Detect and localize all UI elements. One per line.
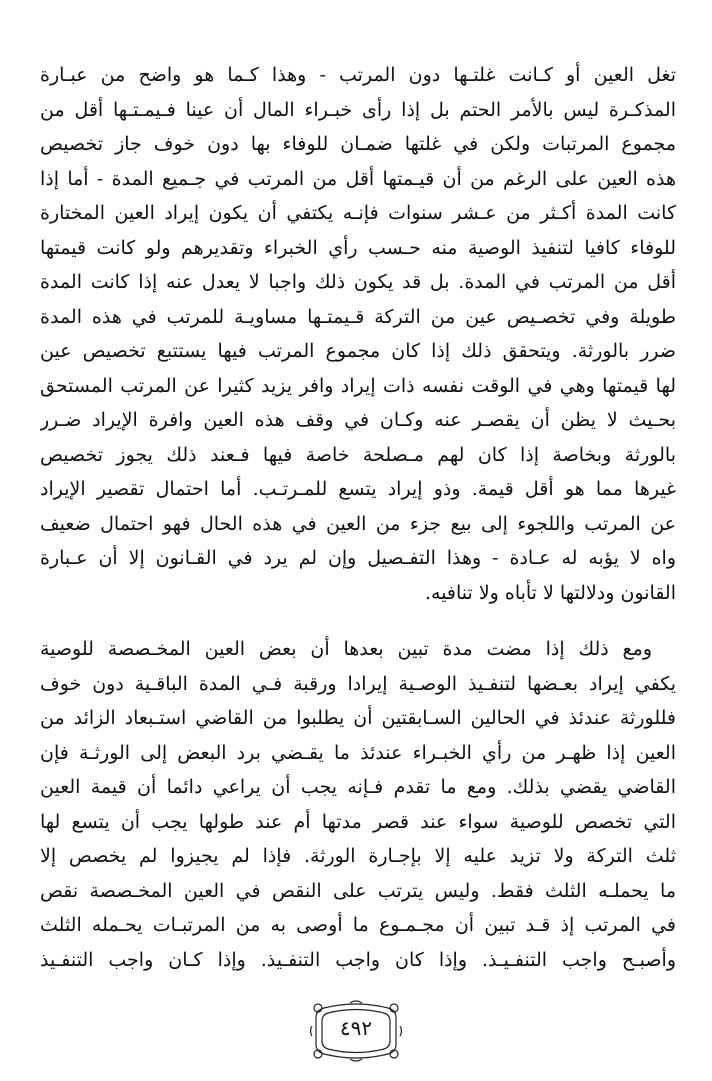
paragraph-2	[40, 632, 676, 977]
text-line: بحـيث لا يظن أن يقصـر عنه وكـان في وقف هذه العين وافرة الإيراد ضـرر	[40, 409, 676, 431]
text-line: ضرر بالورثة. ويتحقق ذلك إذا كان مجموع المرتب فيها يستتبع تخصيص عين	[40, 340, 676, 362]
text-line: التي تخصص للوصية سواء عند قصر مدتها أم عند طولها يجب أن يتسع لها	[40, 810, 676, 833]
text-line: القاضي يقضي بذلك. ومع ما تقدم فـإنه يجب أن يراعي دائما أن قيمة العين	[40, 776, 676, 798]
text-line: فللورثة عندئذ في الحالين السـابقتين أن يطلبوا من القاضي استـبعاد الزائد من	[40, 707, 676, 729]
page-number-ornament	[310, 1000, 402, 1062]
text-line: ومع ذلك إذا مضت مدة تبين بعدها أن بعض العين المخـصصة للوصية	[40, 638, 652, 660]
text-line: واه لا يؤبه له عـادة - وهذا التفـصيل وإن لم يرد في القـانون إلا أن عـبارة	[40, 547, 676, 569]
text-line: عن المرتب واللجوء إلى بيع جزء من العين في هذه الحال فهو احتمال ضعيف	[40, 512, 676, 535]
text-line: للوفاء كافيا لتنفيذ الوصية منه حـسب رأي الخبراء وتقديرهم ولو كانت قيمتها	[40, 236, 676, 259]
text-line: طويلة وفي تخصـيص عين من التركة قـيمتـها مساويـة للمرتب في هذه المدة	[40, 305, 676, 328]
text-line: كانت المدة أكـثر من عـشر سنوات فإنـه يكتفي أن يكون إيراد العين المختارة	[40, 202, 676, 224]
text-line: بالورثة وبخاصة إذا كان لهم مـصلحة خاصة فيها فـعند ذلك يجوز تخصيص	[40, 443, 676, 466]
text-line: لها قيمتها وهي في الوقت نفسه ذات إيراد وافر يزيد كثيرا عن المرتب المستحق	[40, 374, 676, 397]
text-line: أقل من المرتب في المدة. بل قد يكون ذلك واجبا لا يعدل عنه إذا كانت المدة	[40, 271, 676, 293]
text-line: غيرها مما هو أقل قيمة. وذو إيراد يتسع للمـرتـب. أما احتمال تقصير الإيراد	[40, 478, 676, 500]
text-line: مجموع المرتبات ولكن في غلتها ضمـان للوفاء بها دون خوف جاز تخصيص	[40, 133, 676, 155]
text-line: وأصبـح واجب التنفـيـذ. وإذا كان واجب التنفـيذ. وإذا كـان واجب التنفـيذ	[40, 948, 676, 971]
text-line: ثلث التركة ولا تزيد عليه إلا بإجـارة الورثة. فإذا لم يجيزوا لم يخصص إلا	[40, 845, 676, 867]
text-line: تغل العين أو كـانت غلتـها دون المرتب - وهذا كـما هو واضح من عبـارة	[40, 64, 676, 86]
text-line: القانون ودلالتها لا تأباه ولا تنافيه.	[424, 581, 676, 604]
text-line: يكفي إيراد بعـضها لتنفـيذ الوصـية إيرادا ورقبة فـي المدة الباقـية دون خوف	[40, 672, 676, 695]
text-line: ما يحملـه الثلث فقط. وليس يترتب على النقص في العين المخـصصة نقص	[40, 879, 676, 902]
text-line: العين إذا ظهـر من رأي الخبـراء عندئذ ما يقـضي برد البعض إلى الورثـة فإن	[40, 741, 676, 764]
text-line: المذكـرة ليس بالأمر الحتم بل إذا رأى خبـراء المال أن عينا فـيمـتـها أقل من	[40, 98, 676, 121]
text-line: في المرتب إذ قـد تبين أن مجـمـوع ما أوصى به من المرتبـات يحـمله الثلث	[40, 914, 676, 936]
text-line: هذه العين على الرغم من أن قيـمتها أقل من المرتب في جـميع المدة - أما إذا	[40, 167, 676, 190]
page-number: ٤٩٢	[339, 1016, 373, 1040]
paragraph-1	[40, 58, 676, 610]
